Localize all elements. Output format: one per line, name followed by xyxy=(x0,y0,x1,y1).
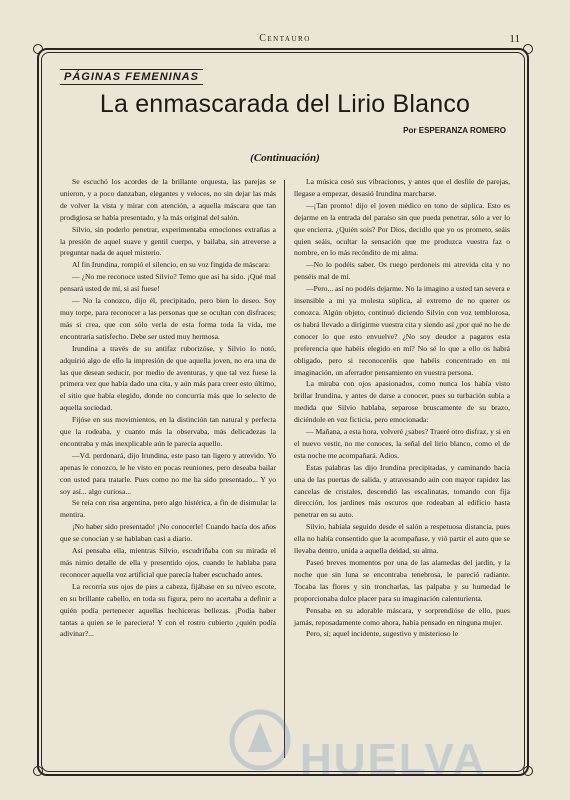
paragraph: Paseó breves momentos por una de las alamedas del jardín, y la noche que sin luna se encontraba tenebrosa, le pareció radiante. Tocaba las flores y sin troncharlas, las palpaba y su humedad le proporcionaba dulce placer para su imaginación calenturienta. xyxy=(294,558,510,603)
watermark-text: HUELVA xyxy=(300,735,487,784)
paragraph: Fijóse en sus movimientos, en la distinción tan natural y perfecta que la rodeaba, y cuanto más la observaba, más delicadezas la encontraba y más inexplicable aún le parecía aquello. xyxy=(60,415,276,448)
paragraph: —Pero... así no podéis dejarme. No la imagino a usted tan severa e insensible a mi ya molesta súplica, al extremo de no querer os conozca. Algún objeto, continuó diciendo Silvio con voz temblorosa, os habrá llevado a dirigirme vuestra cita y siendo así ¿por qué no he de conocer lo que esto envuelve? ¿No soy deudor a pagaros esta preferencia que habéis elegido en mí? No sé lo que a ello os habrá obligado, pero si reconoceréis que habéis concentrado en mi imaginación, un aferrador pensamiento en vuestra persona. xyxy=(294,284,510,377)
paragraph: Silvio, sin poderlo penetrar, experimentaba emociones extrañas a la presión de aquel suave y gentil cuerpo, y bailaba, sin atreverse a preguntar nada de aquel misterio. xyxy=(60,224,276,258)
paragraph: Silvio, habíala seguido desde el salón a respetuosa distancia, pues ella no había consentido que la acompañase, y vió partir el auto que se llevaba dentro, unida a aquella deidad, su alma. xyxy=(294,522,510,556)
paragraph: Así pensaba ella, mientras Silvio, escudriñaba con su mirada el más nimio detalle de ella y presentido ojos, cuando le hablaba para reconocer aquella voz artificial que parecía haber escuchado antes. xyxy=(60,546,276,579)
paragraph: Pensaba en su adorable máscara, y sorprendióse de ello, pues jamás, reposadamente como ahora, había pensado en ninguna mujer. xyxy=(294,605,510,627)
paragraph: —¡Tan pronto! dijo el joven médico en tono de súplica. Esto es dejarme en la entrada del paraíso sin que pueda penetrar, sólo a ver lo que encierra. ¿Quién sois? Por Dios, decidlo que yo os prometo, seáis quien seáis, ocultar la sensación que me produzca vuestra faz o nombre, en lo más recóndito de mi alma. xyxy=(294,200,510,258)
paragraph: Al fin Irundina, rompió el silencio, en su voz fingida de máscara: xyxy=(72,260,271,270)
column-divider xyxy=(284,180,285,758)
section-label: PÁGINAS FEMENINAS xyxy=(60,69,203,85)
paragraph: —No lo podéis saber. Os ruego perdoneis mi atrevida cita y no penséis mal de mí. xyxy=(294,260,510,282)
paragraph: Se escuchó los acordes de la brillante orquesta, las parejas se unieron, y a poco danzaban, elegantes y veloces, no sin dejar las más de volver la vista y mirar con atención, a aquella máscara que tan prodigiosa se había presentado, y la más original del salón. xyxy=(60,177,276,222)
text-column-left xyxy=(60,176,276,640)
running-header: Centauro xyxy=(259,33,311,44)
corner-ornament-icon xyxy=(33,44,43,54)
corner-ornament-icon xyxy=(33,766,43,776)
paragraph: Pero, sí; aquel incidente, sugestivo y misterioso le xyxy=(306,629,459,639)
text-column-right xyxy=(294,176,510,640)
paragraph: Irundina a través de su antifaz ruborizóse, y Silvio lo notó, adquirió algo de ello la impresión de que aquella joven, no era una de las que desean seducir, por medio de aventuras, y que tal vez fuese la primera vez que había dado una cita, y aún más para creer esto último, el sitio que había elegido, donde no concurría más que lo selecto de aquella sociedad. xyxy=(60,343,276,413)
paragraph: ¡No haber sido presentado! ¡No conocerle! Cuando hacía dos años que se conocían y se hablaban casi a diario. xyxy=(60,522,276,544)
page-number: 11 xyxy=(509,33,520,45)
paragraph: Se reía con risa argentina, pero algo histérica, a fin de disimular la mentira. xyxy=(60,498,276,520)
article-title: La enmascarada del Lirio Blanco xyxy=(99,90,471,118)
paragraph: La miraba con ojos apasionados, como nunca los había visto brillar Irundina, y antes de darse a conocer, pues su turbación subía a medida que Silvio hablaba, separose bruscamente de su brazo, diciéndole en voz ficticia, pero emocionada: xyxy=(294,379,510,425)
paragraph: — Mañana, a esta hora, volveré ¿sabes? Traeré otro disfraz, y si en el nuevo vestir, no me conoces, la señal del lirio blanco, como el de esta noche me acompañará. Adios. xyxy=(294,427,510,460)
paragraph: La música cesó sus vibraciones, y antes que el desfile de parejas, llegase a empezar, desasió Irundina marcharse. xyxy=(294,177,510,198)
corner-ornament-icon xyxy=(523,766,533,776)
paragraph: —Vd. perdonará, dijo Irundina, este paso tan ligero y atrevido. Yo apenas le conozco, le he visto en pocas reuniones, pero deseaba bailar con usted para tratarle. Pues como no me ha sido presentado... Y yo soy así... algo curiosa... xyxy=(60,450,276,496)
byline: Por ESPERANZA ROMERO xyxy=(403,126,506,135)
continuation-label: (Continuación) xyxy=(250,152,320,164)
paragraph: La recorría sus ojos de pies a cabeza, fijábase en su níveo escote, en su brillante cabello, en toda su figura, pero no acertaba a definir a quién podía pertenecer aquellas hechiceras bellezas. ¡Podía haber tantas a quien se le pareciera! Y con el rostro cubierto ¿quién podía adivinar?... xyxy=(60,581,276,639)
corner-ornament-icon xyxy=(523,44,533,54)
paragraph: — ¿No me reconoce usted Silvio? Temo que así ha sido. ¡Qué mal pensará usted de mí, si así fuese! xyxy=(60,272,276,294)
paragraph: — No la conozco, dijo él, precipitado, pero bien lo deseo. Soy muy torpe, para reconocer a las personas que se ocultan con disfraces; más si crea, que con sólo verla de esta forma toda la vida, me encontraría satisfecho. Debe ser usted muy hermosa. xyxy=(60,296,276,341)
paragraph: Estas palabras las dijo Irundina precipitadas, y caminando hacia una de las puertas de salida, y atravesando aún con mayor rapidez las cancelas de cristales, descendió las escalinatas, tomando con fija dirección, los jardines más oscuros que rodeaban al edificio hasta penetrar en su auto. xyxy=(294,462,510,520)
